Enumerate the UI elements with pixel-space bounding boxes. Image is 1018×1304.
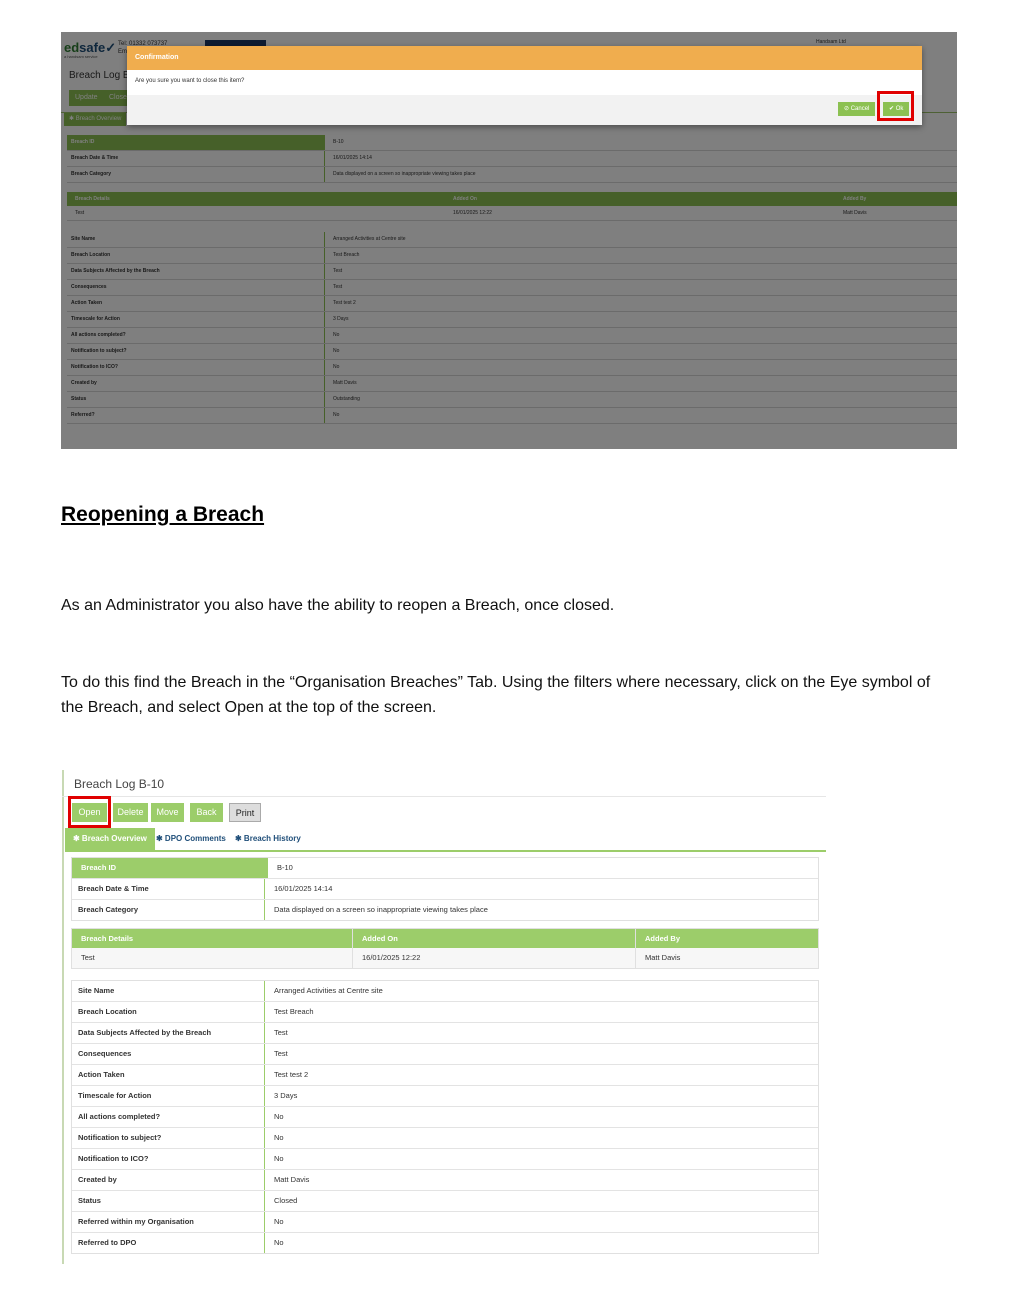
summary-table [71, 857, 819, 921]
delete-button[interactable]: Delete [113, 803, 148, 822]
back-button[interactable]: Back [190, 803, 223, 822]
dialog-footer [127, 95, 922, 125]
row-value: Matt Davis [274, 1175, 310, 1184]
row-label: Created by [72, 1170, 265, 1190]
dialog-title: Confirmation [127, 46, 922, 70]
table-row [72, 1191, 818, 1212]
table-row [72, 1065, 818, 1086]
table-row [72, 900, 818, 920]
row-value: No [274, 1217, 284, 1226]
title-divider [62, 796, 826, 797]
tab-bar [65, 828, 826, 850]
row-label: Breach Location [72, 1002, 265, 1022]
row-label: Site Name [72, 981, 265, 1001]
highlight-open-box [68, 796, 111, 828]
screenshot-close-confirmation [61, 32, 957, 449]
row-label: All actions completed? [72, 1107, 265, 1127]
row-label: Referred within my Organisation [72, 1212, 265, 1232]
page-title: Breach Log B-10 [74, 777, 165, 791]
row-label: Data Subjects Affected by the Breach [72, 1023, 265, 1043]
row-value: Test test 2 [274, 1070, 309, 1079]
paragraph-instructions: To do this find the Breach in the “Organisation Breaches” Tab. Using the filters where necessary, click on the Eye symbol of the Breach, and select Open at the top of the screen. [61, 674, 931, 716]
table-row [72, 1149, 818, 1170]
row-value: Test [274, 1028, 288, 1037]
table-row [72, 1002, 818, 1023]
screenshot-breach-log [62, 770, 826, 1264]
tab-breach-overview[interactable]: ✱ Breach Overview [65, 828, 155, 850]
row-label: Notification to ICO? [72, 1149, 265, 1169]
row-value: Arranged Activities at Centre site [274, 986, 383, 995]
table-row [72, 1044, 818, 1065]
table-row [72, 1128, 818, 1149]
row-label: Consequences [72, 1044, 265, 1064]
table-row [72, 1233, 818, 1253]
ok-button[interactable]: ✔ Ok [883, 102, 909, 116]
row-value: Test Breach [274, 1007, 314, 1016]
row-value: Data displayed on a screen so inappropriate viewing takes place [274, 905, 488, 914]
details-table [71, 928, 819, 969]
row-value: B-10 [277, 863, 293, 872]
row-value: Closed [274, 1196, 298, 1205]
row-label: Timescale for Action [72, 1086, 265, 1106]
row-value: No [274, 1112, 284, 1121]
table-row [72, 981, 818, 1002]
row-value: 16/01/2025 14:14 [274, 884, 333, 893]
info-table [71, 980, 819, 1254]
row-value: Test [274, 1049, 288, 1058]
row-label: Notification to subject? [72, 1128, 265, 1148]
details-row: Test 16/01/2025 12:22 Matt Davis [72, 948, 818, 968]
tab-breach-history[interactable]: ✱ Breach History [235, 834, 301, 843]
row-label: Breach Category [72, 900, 265, 920]
row-value: No [274, 1154, 284, 1163]
dialog-message: Are you sure you want to close this item? [135, 78, 245, 84]
cancel-button[interactable]: ⊘ Cancel [838, 102, 875, 116]
table-row [72, 879, 818, 900]
section-heading: Reopening a Breach [61, 503, 265, 526]
print-button[interactable]: Print [229, 803, 261, 822]
table-row [72, 1086, 818, 1107]
table-row [72, 1170, 818, 1191]
move-button[interactable]: Move [151, 803, 184, 822]
paragraph-intro: As an Administrator you also have the ability to reopen a Breach, once closed. [61, 597, 615, 614]
row-value: 3 Days [274, 1091, 298, 1100]
row-label: Referred to DPO [72, 1233, 265, 1253]
row-label: Breach ID [72, 858, 268, 878]
left-border [62, 770, 64, 1264]
table-row [72, 858, 818, 879]
table-row [72, 1212, 818, 1233]
highlight-ok-box [877, 91, 914, 121]
details-header: Breach Details Added On Added By [72, 929, 818, 948]
tab-divider [65, 850, 826, 852]
row-label: Status [72, 1191, 265, 1211]
table-row [72, 1107, 818, 1128]
row-value: No [274, 1238, 284, 1247]
tab-dpo-comments[interactable]: ✱ DPO Comments [156, 834, 226, 843]
table-row [72, 1023, 818, 1044]
confirmation-dialog [127, 46, 922, 125]
open-button[interactable]: Open [72, 803, 107, 822]
row-value: No [274, 1133, 284, 1142]
row-label: Action Taken [72, 1065, 265, 1085]
row-label: Breach Date & Time [72, 879, 265, 899]
